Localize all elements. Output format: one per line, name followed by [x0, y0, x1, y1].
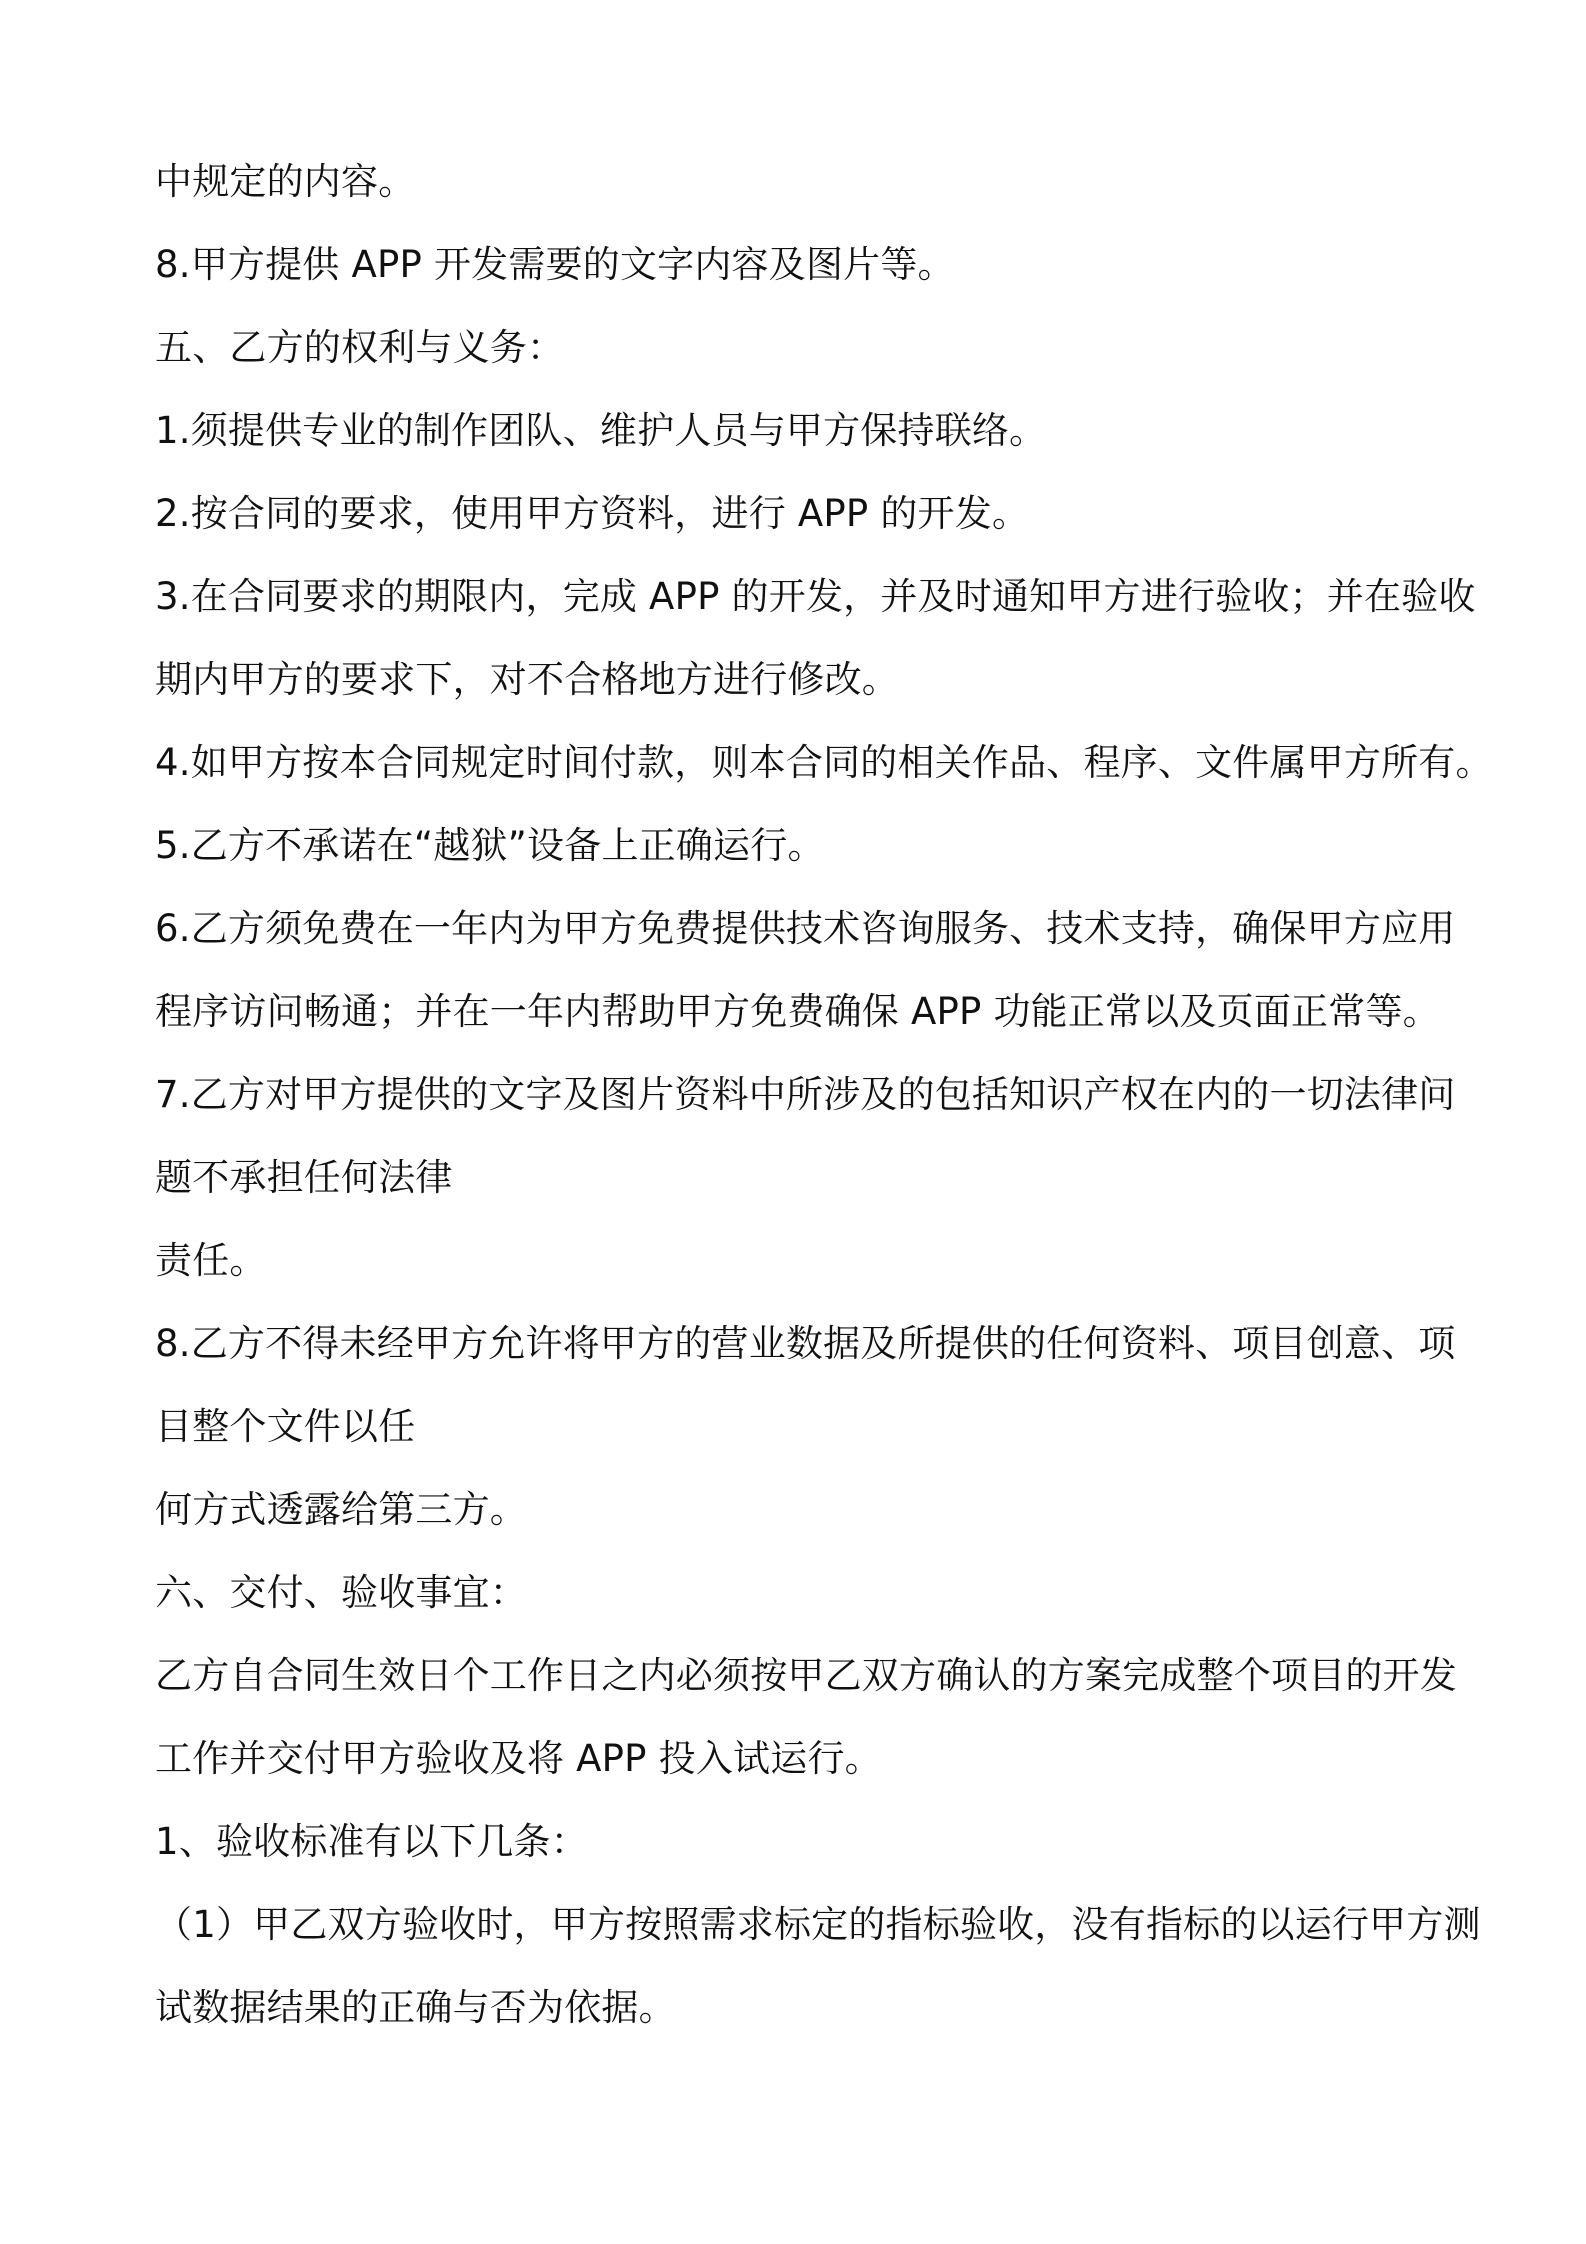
text-line: 5.乙方不承诺在“越狱”设备上正确运行。 [155, 824, 825, 867]
text-line: 责任。 [155, 1239, 267, 1282]
text-line: 试数据结果的正确与否为依据。 [155, 1986, 676, 2029]
text-line: 程序访问畅通；并在一年内帮助甲方免费确保 APP 功能正常以及页面正常等。 [155, 990, 1440, 1033]
text-line: 目整个文件以任 [155, 1405, 416, 1448]
text-line: 7.乙方对甲方提供的文字及图片资料中所涉及的包括知识产权在内的一切法律问 [155, 1073, 1456, 1116]
text-line: 1、验收标准有以下几条： [155, 1820, 588, 1863]
section-heading: 六、交付、验收事宜： [155, 1571, 527, 1614]
text-line: （1）甲乙双方验收时，甲方按照需求标定的指标验收，没有指标的以运行甲方测 [155, 1903, 1481, 1946]
text-line: 工作并交付甲方验收及将 APP 投入试运行。 [155, 1737, 882, 1780]
text-line: 3.在合同要求的期限内，完成 APP 的开发，并及时通知甲方进行验收；并在验收 [155, 575, 1476, 618]
text-line: 6.乙方须免费在一年内为甲方免费提供技术咨询服务、技术支持，确保甲方应用 [155, 907, 1456, 950]
text-line: 4.如甲方按本合同规定时间付款，则本合同的相关作品、程序、文件属甲方所有。 [155, 741, 1493, 784]
text-line: 期内甲方的要求下，对不合格地方进行修改。 [155, 658, 899, 701]
text-line: 乙方自合同生效日个工作日之内必须按甲乙双方确认的方案完成整个项目的开发 [155, 1654, 1457, 1697]
text-line: 8.乙方不得未经甲方允许将甲方的营业数据及所提供的任何资料、项目创意、项 [155, 1322, 1456, 1365]
section-heading: 五、乙方的权利与义务： [155, 326, 565, 369]
text-line: 中规定的内容。 [155, 160, 416, 203]
text-line: 2.按合同的要求，使用甲方资料，进行 APP 的开发。 [155, 492, 1030, 535]
text-line: 何方式透露给第三方。 [155, 1488, 527, 1531]
text-line: 8.甲方提供 APP 开发需要的文字内容及图片等。 [155, 243, 955, 286]
text-line: 题不承担任何法律 [155, 1156, 453, 1199]
text-line: 1.须提供专业的制作团队、维护人员与甲方保持联络。 [155, 409, 1047, 452]
